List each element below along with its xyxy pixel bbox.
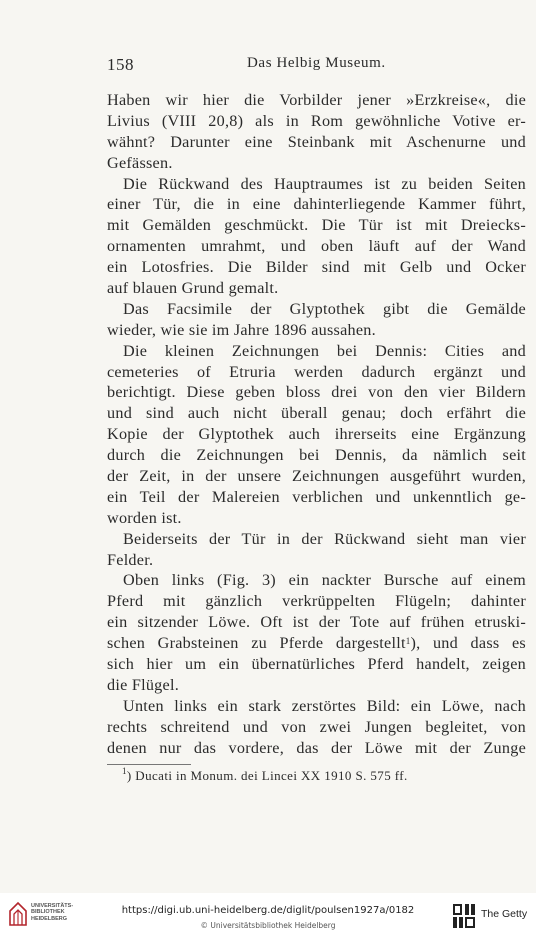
body-text (107, 90, 526, 759)
text-line: Haben wir hier die Vorbilder jener »Erzkreise«, die (107, 91, 526, 109)
text-line: Gefässen. (107, 153, 173, 172)
text-line: ein Teil der Malereien verblichen und unkenntlich ge- (107, 487, 526, 506)
permalink-url[interactable]: https://digi.ub.uni-heidelberg.de/diglit/poulsen1927a/0182 (121, 905, 415, 916)
footnote-marker: 1 (122, 766, 127, 776)
text-line: wieder, wie sie im Jahre 1896 aussahen. (107, 320, 376, 339)
footer-bar (0, 893, 536, 935)
text-line: rechts schreitend und von zwei Jungen begleitet, von (107, 717, 526, 736)
text-line: Unten links ein stark zerstörtes Bild: ein Löwe, nach (123, 696, 526, 715)
text-line: Das Facsimile der Glyptothek gibt die Gemälde (123, 299, 526, 318)
text-line: Die Rückwand des Hauptraumes ist zu beiden Seiten (123, 174, 526, 193)
text-line: der Zeit, in der unsere Zeichnungen ausgeführt wurden, (107, 467, 526, 486)
getty-logo-icon (452, 903, 476, 929)
text-line: cemeteries of Etruria werden dadurch ergänzt und (107, 362, 526, 381)
text-line: worden ist. (107, 508, 182, 527)
text-line: auf blauen Grund gemalt. (107, 279, 279, 298)
text-line: wähnt? Darunter eine Steinbank mit Aschenurne und (107, 132, 526, 151)
text-line: ein Lotosfries. Die Bilder sind mit Gelb und Ocker (107, 258, 526, 277)
text-line: Livius (VIII 20,8) als in Rom gewöhnliche Votive er- (107, 111, 526, 130)
text-line: mit Gemälden geschmückt. Die Tür ist mit Dreiecks- (107, 216, 526, 235)
library-name-line: BIBLIOTHEK (31, 909, 65, 916)
page-number: 158 (107, 55, 134, 74)
text-line: Kopie der Glyptothek auch ihrerseits eine Ergänzung (107, 425, 526, 444)
footnote (122, 768, 408, 784)
text-line: einer Tür, die in eine dahinterliegende Kammer führt, (107, 195, 526, 214)
text-line: berichtigt. Diese geben bloss drei von den vier Bildern (107, 383, 526, 402)
getty-name: The Getty (481, 908, 528, 920)
copyright-notice: © Universitätsbibliothek Heidelberg (200, 921, 336, 930)
library-name-line: HEIDELBERG (31, 915, 68, 922)
running-head: Das Helbig Museum. (247, 55, 386, 71)
text-line-with-footnote (107, 633, 526, 654)
text-line: durch die Zeichnungen bei Dennis, da nämlich seit (107, 446, 526, 465)
text-line: Oben links (Fig. 3) ein nackter Bursche auf einem (123, 571, 526, 590)
text-line: Felder. (107, 550, 154, 569)
text-segment: schen Grabsteinen zu Pferde dargestellt (107, 634, 406, 653)
text-line: ornamenten umrahmt, und oben läuft auf der Wand (107, 237, 526, 256)
text-line: ein sitzender Löwe. Oft ist der Tote auf frühen etruski- (107, 613, 526, 632)
footnote-text: ) Ducati in Monum. dei Lincei XX 1910 S. 575 ff. (126, 768, 408, 783)
text-line: Die kleinen Zeichnungen bei Dennis: Cities and (123, 341, 526, 360)
text-line: Pferd mit gänzlich verkrüppelten Flügeln; dahinter (107, 592, 526, 611)
text-line: Beiderseits der Tür in der Rückwand sieht man vier (123, 529, 526, 548)
footnote-reference: 1 (405, 636, 411, 647)
text-line: denen nur das vordere, das der Löwe mit der Zunge (107, 738, 526, 757)
text-line: und sind auch nicht überall genau; doch erfährt die (107, 404, 526, 423)
footnote-divider (107, 764, 191, 765)
text-line: sich hier um ein übernatürliches Pferd handelt, zeigen (107, 655, 526, 674)
library-name-line: UNIVERSITÄTS- (31, 903, 74, 909)
text-line: die Flügel. (107, 675, 179, 694)
text-segment: ), und dass es (410, 634, 526, 653)
